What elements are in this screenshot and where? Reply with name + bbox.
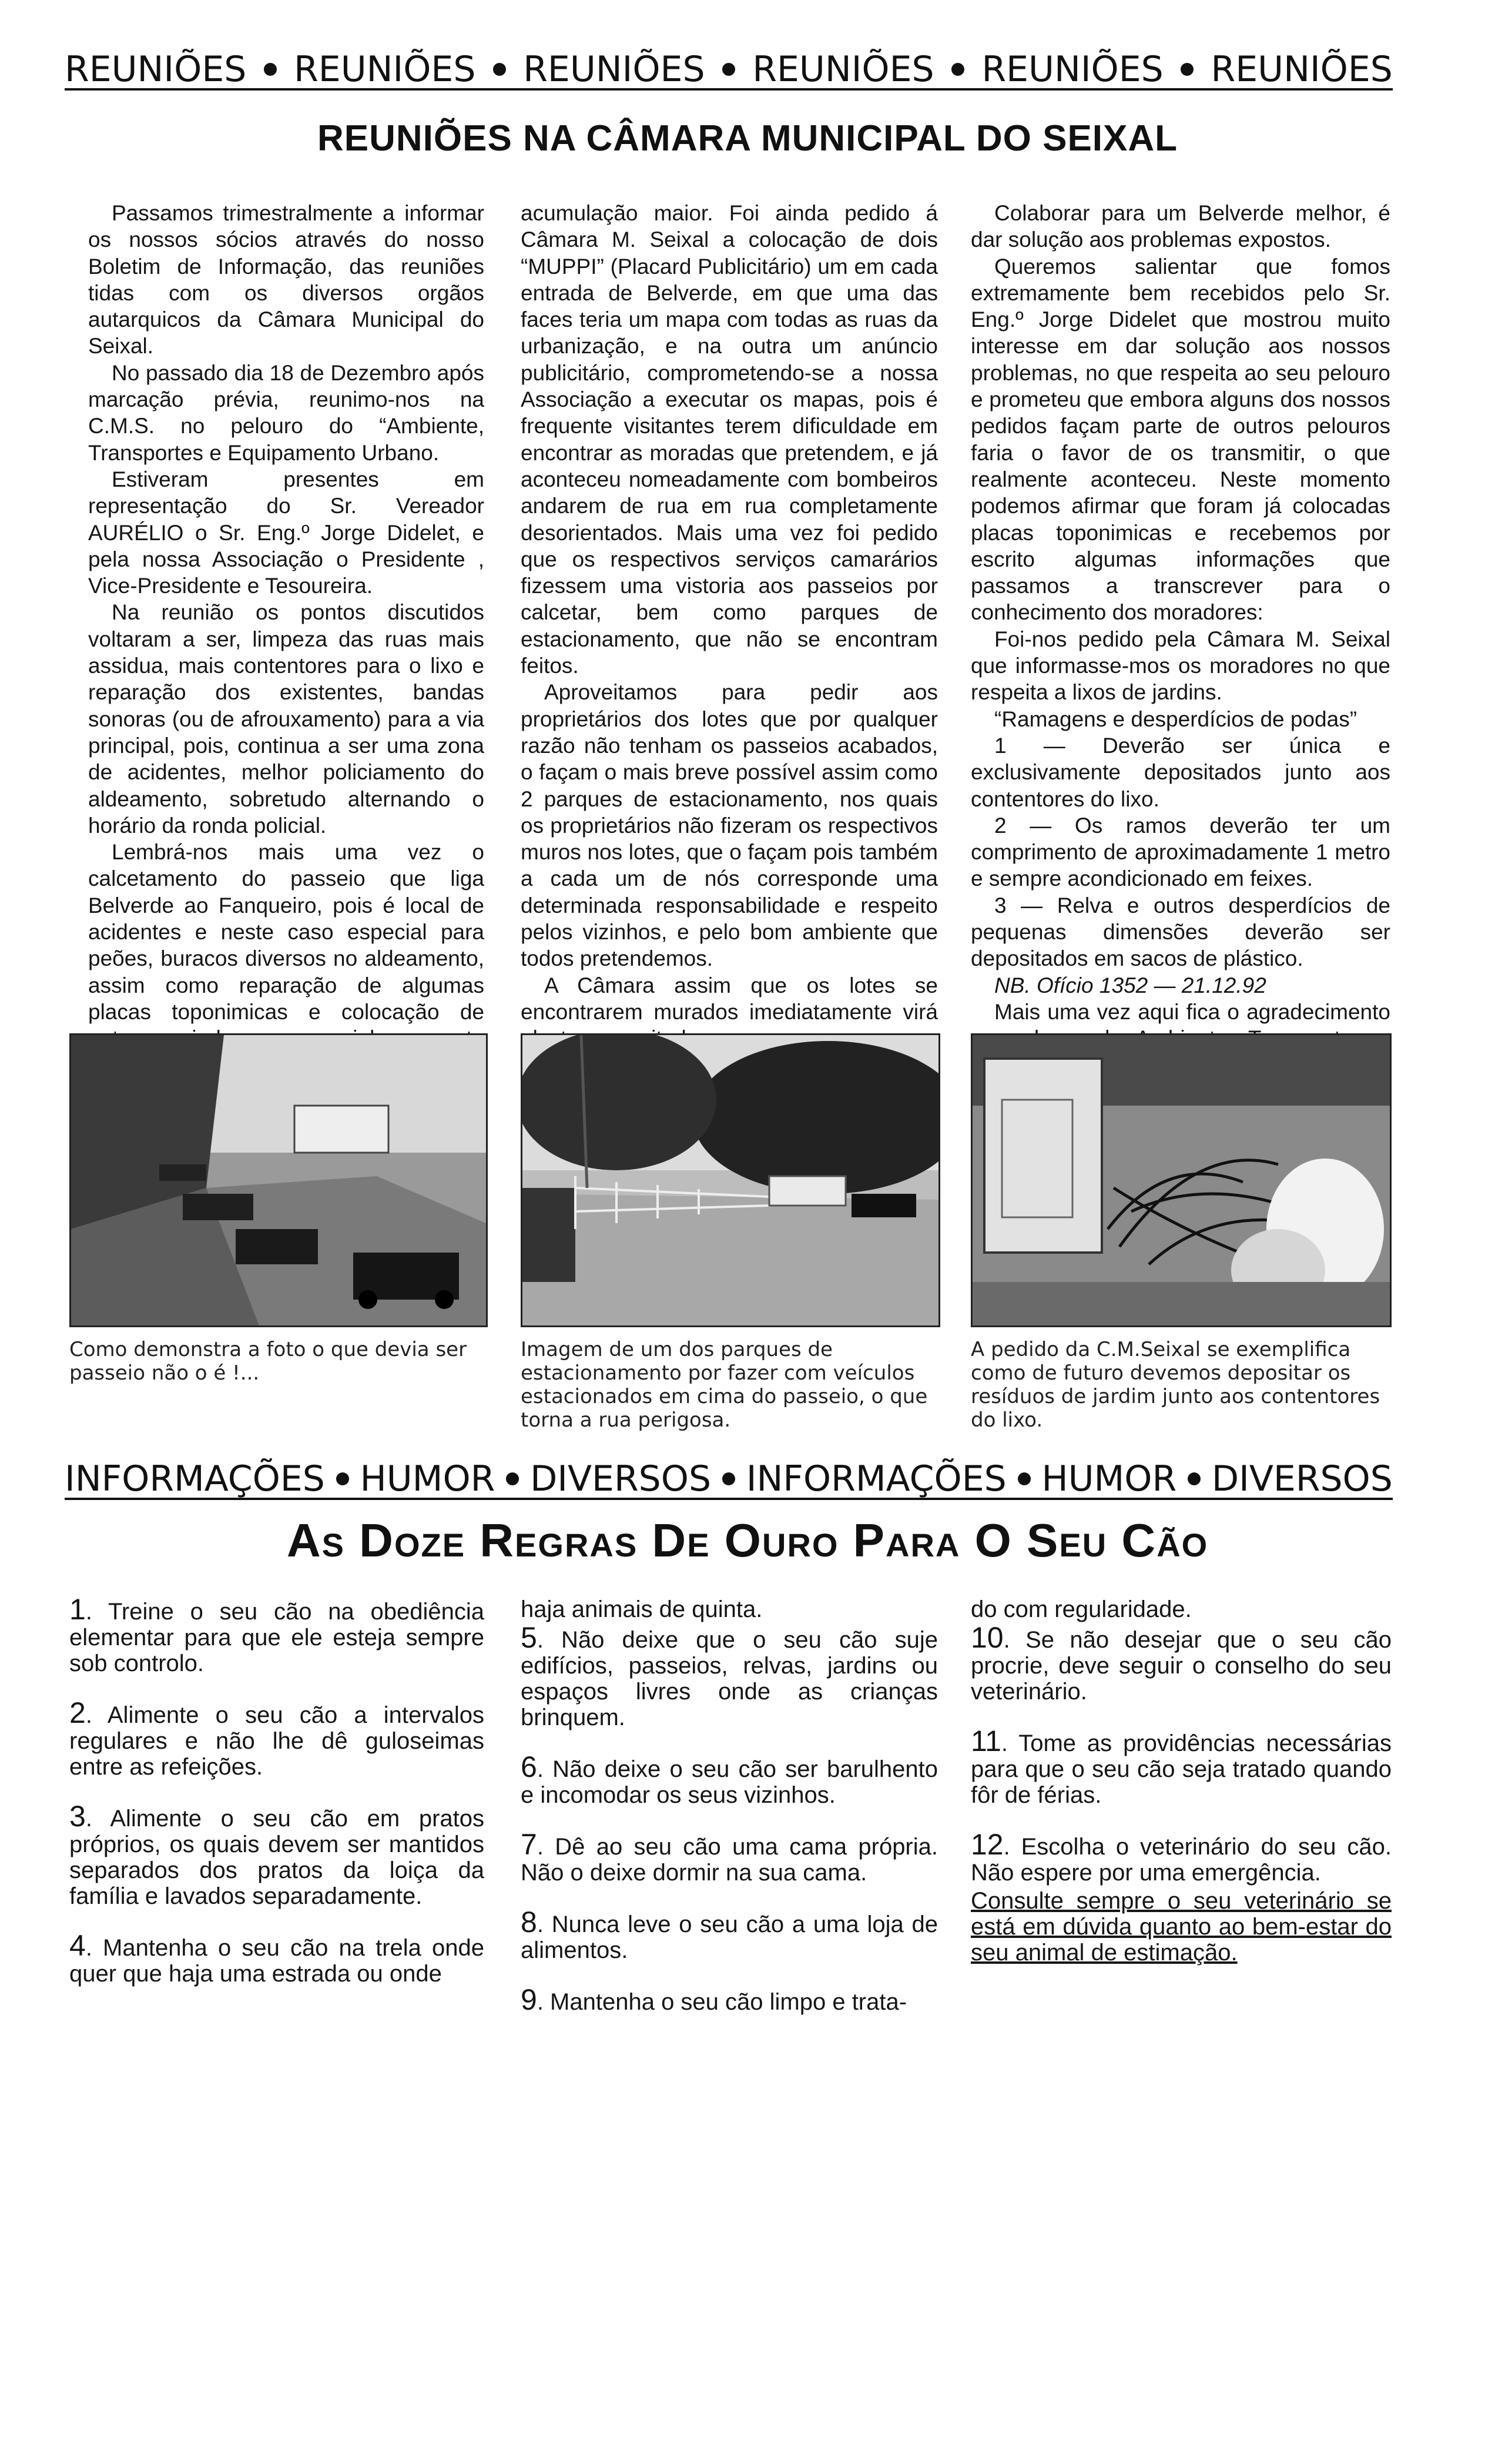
rule-item: 3. Alimente o seu cão em pratos próprios, os quais devem ser mantidos separados dos pratos da loiça da família e lavados separadamente. bbox=[69, 1800, 484, 1909]
paragraph: Estiveram presentes em representação do Sr. Vereador AURÉLIO o Sr. Eng.º Jorge Didelet, e pela nossa Associação o Presidente , Vice-Presidente e Tesoureira. bbox=[88, 467, 484, 598]
rule-item: 5. Não deixe que o seu cão suje edifícios, passeios, relvas, jardins ou espaços livres onde as crianças brinquem. bbox=[521, 1621, 938, 1730]
banner-word: INFORMAÇÕES bbox=[746, 1458, 1007, 1499]
banner-word: HUMOR bbox=[360, 1458, 495, 1499]
article-column-3 bbox=[971, 200, 1390, 1079]
paragraph: A Câmara assim que os lotes se encontrarem murados imediatamente virá bbox=[521, 973, 938, 1024]
divider bbox=[65, 1498, 1393, 1500]
photo-caption: Imagem de um dos parques de estacionamento por fazer com veículos estacionados em cima do passeio, o que torna a rua perigosa. bbox=[521, 1338, 928, 1432]
photo-road-sidewalk-image bbox=[71, 1035, 486, 1325]
paragraph: 1 — Deverão ser única e exclusivamente depositados junto aos contentores do lixo. bbox=[971, 733, 1390, 811]
paragraph: No passado dia 18 de Dezembro após marcação prévia, reunimo-nos na C.M.S. no pelouro do “Ambiente, Transportes e Equipamento Urbano. bbox=[88, 360, 484, 465]
banner-word: REUNIÕES bbox=[752, 49, 934, 90]
divider bbox=[65, 88, 1393, 91]
paragraph: Lembrá-nos mais uma vez o calcetamento do passeio que liga Belverde ao Fanqueiro, pois é local de acidentes e neste caso especial para peões, buracos diversos no aldeamento, assim como reparação de algumas placas toponimicas e colocação de bbox=[88, 840, 484, 1024]
rules-column-1 bbox=[69, 1593, 484, 1989]
paragraph: 3 — Relva e outros desperdícios de pequenas dimensões deverão ser depositados em sacos de plástico. bbox=[971, 893, 1390, 971]
photo-parking-lot bbox=[521, 1033, 940, 1327]
banner-word: REUNIÕES bbox=[294, 49, 476, 90]
bullet-icon bbox=[1181, 63, 1194, 76]
photo-garden-waste bbox=[971, 1033, 1392, 1327]
bullet-icon bbox=[722, 1472, 735, 1485]
rules-column-3 bbox=[971, 1596, 1392, 1989]
photo-parking-lot-image bbox=[522, 1035, 938, 1325]
rule-item: 6. Não deixe o seu cão ser barulhento e incomodar os seus vizinhos. bbox=[521, 1750, 938, 1808]
rule-item: 10. Se não desejar que o seu cão procrie, deve seguir o conselho do seu veterinário. bbox=[971, 1621, 1392, 1705]
article-title: REUNIÕES NA CÂMARA MUNICIPAL DO SEIXAL bbox=[317, 118, 1178, 159]
banner-word: REUNIÕES bbox=[981, 49, 1164, 90]
bullet-icon bbox=[1018, 1472, 1031, 1485]
banner-word: REUNIÕES bbox=[1211, 49, 1393, 90]
paragraph: Na reunião os pontos discutidos voltaram a ser, limpeza das ruas mais assidua, mais contentores para o lixo e reparação dos existentes, bandas sonoras (ou de afrouxamento) para a via principal, pois, continua a ser uma zona de acidentes, melhor policiamento do aldeamento, sobretudo alternando o horário da ronda policial. bbox=[88, 600, 484, 838]
banner-word: DIVERSOS bbox=[1211, 1458, 1393, 1499]
banner-word: REUNIÕES bbox=[523, 49, 705, 90]
bullet-icon bbox=[722, 63, 735, 76]
bullet-icon bbox=[493, 63, 506, 76]
rule-item: 7. Dê ao seu cão uma cama própria. Não o deixe dormir na sua cama. bbox=[521, 1828, 938, 1886]
bullet-icon bbox=[506, 1472, 519, 1485]
bullet-icon bbox=[336, 1472, 349, 1485]
paragraph: Passamos trimestralmente a informar os nossos sócios através do nosso Boletim de Informação, das reuniões tidas com os diversos orgãos autarquicos da Câmara Municipal do Seixal. bbox=[88, 201, 484, 359]
bullet-icon bbox=[951, 63, 964, 76]
rule-item: do com regularidade. bbox=[971, 1596, 1192, 1622]
rule-item: 2. Alimente o seu cão a intervalos regulares e não lhe dê guloseimas entre as refeições. bbox=[69, 1696, 484, 1780]
article-column-1 bbox=[88, 200, 484, 1131]
rule-item: 1. Treine o seu cão na obediência elementar para que ele esteja sempre sob controlo. bbox=[69, 1593, 484, 1676]
closing-note: Consulte sempre o seu veterinário se está em dúvida quanto ao bem-estar do seu animal de estimação. bbox=[971, 1888, 1392, 1966]
photo-road-sidewalk bbox=[69, 1033, 488, 1327]
rule-item: 12. Escolha o veterinário do seu cão. Não espere por uma emergência. bbox=[971, 1828, 1392, 1886]
rule-item: 8. Nunca leve o seu cão a uma loja de alimentos. bbox=[521, 1906, 938, 1963]
paragraph: acumulação maior. Foi ainda pedido á Câmara M. Seixal a colocação de dois “MUPPI” (Placard Publicitário) um em cada entrada de Belverde, em que uma das faces teria um mapa com todas as ruas da urbanização, e na outra um anúncio publicitário, comprometendo-se a nossa Associação a executar os mapas, pois é frequente visitantes terem dificuldade em encontrar as moradas que pretendem, e já aconteceu nomeadamente com bombeiros andarem de rua em rua completamente desorientados. Mais uma vez foi pedido que os respectivos serviços camarários fizessem uma vistoria aos passeios por calcetar, bem como parques de estacionamento, que não se encontram feitos. bbox=[521, 201, 938, 678]
paragraph: Mais uma vez aqui fica o agradecimento bbox=[994, 999, 1390, 1024]
banner-word: REUNIÕES bbox=[65, 49, 247, 90]
paragraph: “Ramagens e desperdícios de podas” bbox=[994, 707, 1357, 731]
bullet-icon bbox=[264, 63, 277, 76]
paragraph: Colaborar para um Belverde melhor, é dar solução aos problemas expostos. bbox=[971, 201, 1390, 252]
banner-word: DIVERSOS bbox=[530, 1458, 712, 1499]
paragraph-reference: NB. Ofício 1352 — 21.12.92 bbox=[994, 973, 1266, 997]
rule-item: haja animais de quinta. bbox=[521, 1596, 763, 1622]
rules-column-2 bbox=[521, 1596, 938, 2017]
rule-item: 4. Mantenha o seu cão na trela onde quer que haja uma estrada ou onde bbox=[69, 1929, 484, 1987]
photo-garden-waste-image bbox=[973, 1035, 1390, 1325]
bullet-icon bbox=[1188, 1472, 1201, 1485]
photo-caption: A pedido da C.M.Seixal se exemplifica como de futuro devemos depositar os resíduos de jardim junto aos contentores do lixo. bbox=[971, 1338, 1380, 1432]
rule-item: 11. Tome as providências necessárias para que o seu cão seja tratado quando fôr de férias. bbox=[971, 1725, 1392, 1808]
paragraph: Queremos salientar que fomos extremamente bem recebidos pelo Sr. Eng.º Jorge Didelet que mostrou muito interesse em dar solução aos nossos problemas, no que respeita ao seu pelouro e prometeu que embora alguns dos nossos pedidos façam parte de outros pelouros faria o favor de os transmitir, o que realmente aconteceu. Neste momento podemos afirmar que foram já colocadas placas toponimicas e recebemos por escrito algumas informações que passamos a transcrever para o conhecimento dos moradores: bbox=[971, 254, 1390, 625]
article-title: As Doze Regras De Ouro Para O Seu Cão bbox=[286, 1514, 1209, 1566]
paragraph: 2 — Os ramos deverão ter um comprimento de aproximadamente 1 metro e sempre acondicionado em feixes. bbox=[971, 813, 1390, 891]
banner-word: INFORMAÇÕES bbox=[65, 1458, 325, 1499]
paragraph: Aproveitamos para pedir aos proprietários dos lotes que por qualquer razão não tenham os passeios acabados, o façam o mais breve possível assim como 2 parques de estacionamento, nos quais os proprietários não fizeram os respectivos muros nos lotes, que o façam pois também a cada um de nós corresponde uma determinada responsabilidade e respeito pelos vizinhos, e pelo bom ambiente que todos pretendemos. bbox=[521, 680, 938, 971]
photo-caption: Como demonstra a foto o que devia ser passeio não o é !... bbox=[69, 1338, 467, 1385]
paragraph: Foi-nos pedido pela Câmara M. Seixal que informasse-mos os moradores no que respeita a lixos de jardins. bbox=[971, 627, 1390, 705]
article-column-2 bbox=[521, 200, 938, 1052]
rule-item: 9. Mantenha o seu cão limpo e trata- bbox=[521, 1983, 907, 2016]
banner-word: HUMOR bbox=[1041, 1458, 1177, 1499]
